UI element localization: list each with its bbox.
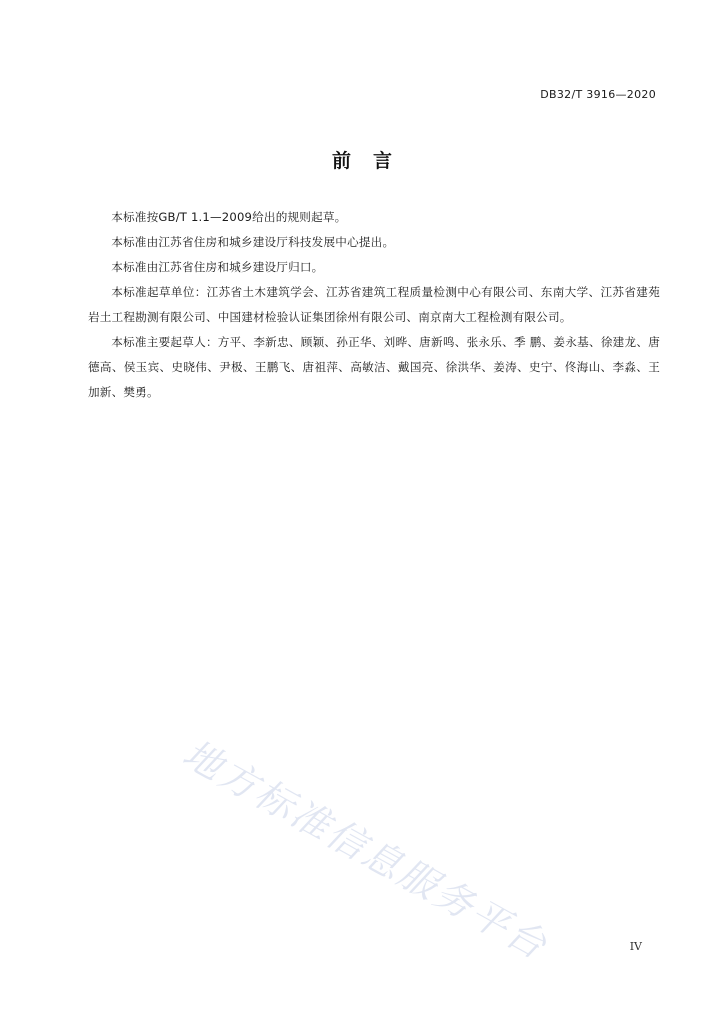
paragraph-drafters: 本标准主要起草人：方平、李新忠、顾颖、孙正华、刘晔、唐新鸣、张永乐、季 鹏、姜永基、徐建龙、唐德高、侯玉宾、史晓伟、尹极、王鹏飞、唐祖萍、高敏洁、戴国亮、徐洪华、姜涛、史宁、佟海山、李淼、王加新、樊勇。 — [88, 335, 660, 399]
foreword-body — [88, 205, 660, 405]
paragraph-drafting-units: 本标准起草单位：江苏省土木建筑学会、江苏省建筑工程质量检测中心有限公司、东南大学、江苏省建苑岩土工程勘测有限公司、中国建材检验认证集团徐州有限公司、南京南大工程检测有限公司。 — [88, 285, 660, 324]
paragraph-proposer: 本标准由江苏省住房和城乡建设厅科技发展中心提出。 — [111, 235, 395, 249]
paragraph-drafting-rules: 本标准按GB/T 1.1—2009给出的规则起草。 — [111, 210, 347, 224]
page-number: IV — [629, 940, 642, 953]
standard-code: DB32/T 3916—2020 — [540, 88, 656, 101]
title-char-2: 言 — [373, 150, 393, 172]
page-title — [0, 146, 724, 173]
paragraph-administrator: 本标准由江苏省住房和城乡建设厅归口。 — [111, 260, 324, 274]
title-char-1: 前 — [331, 150, 351, 172]
watermark: 地方标准信息服务平台 — [175, 731, 556, 969]
